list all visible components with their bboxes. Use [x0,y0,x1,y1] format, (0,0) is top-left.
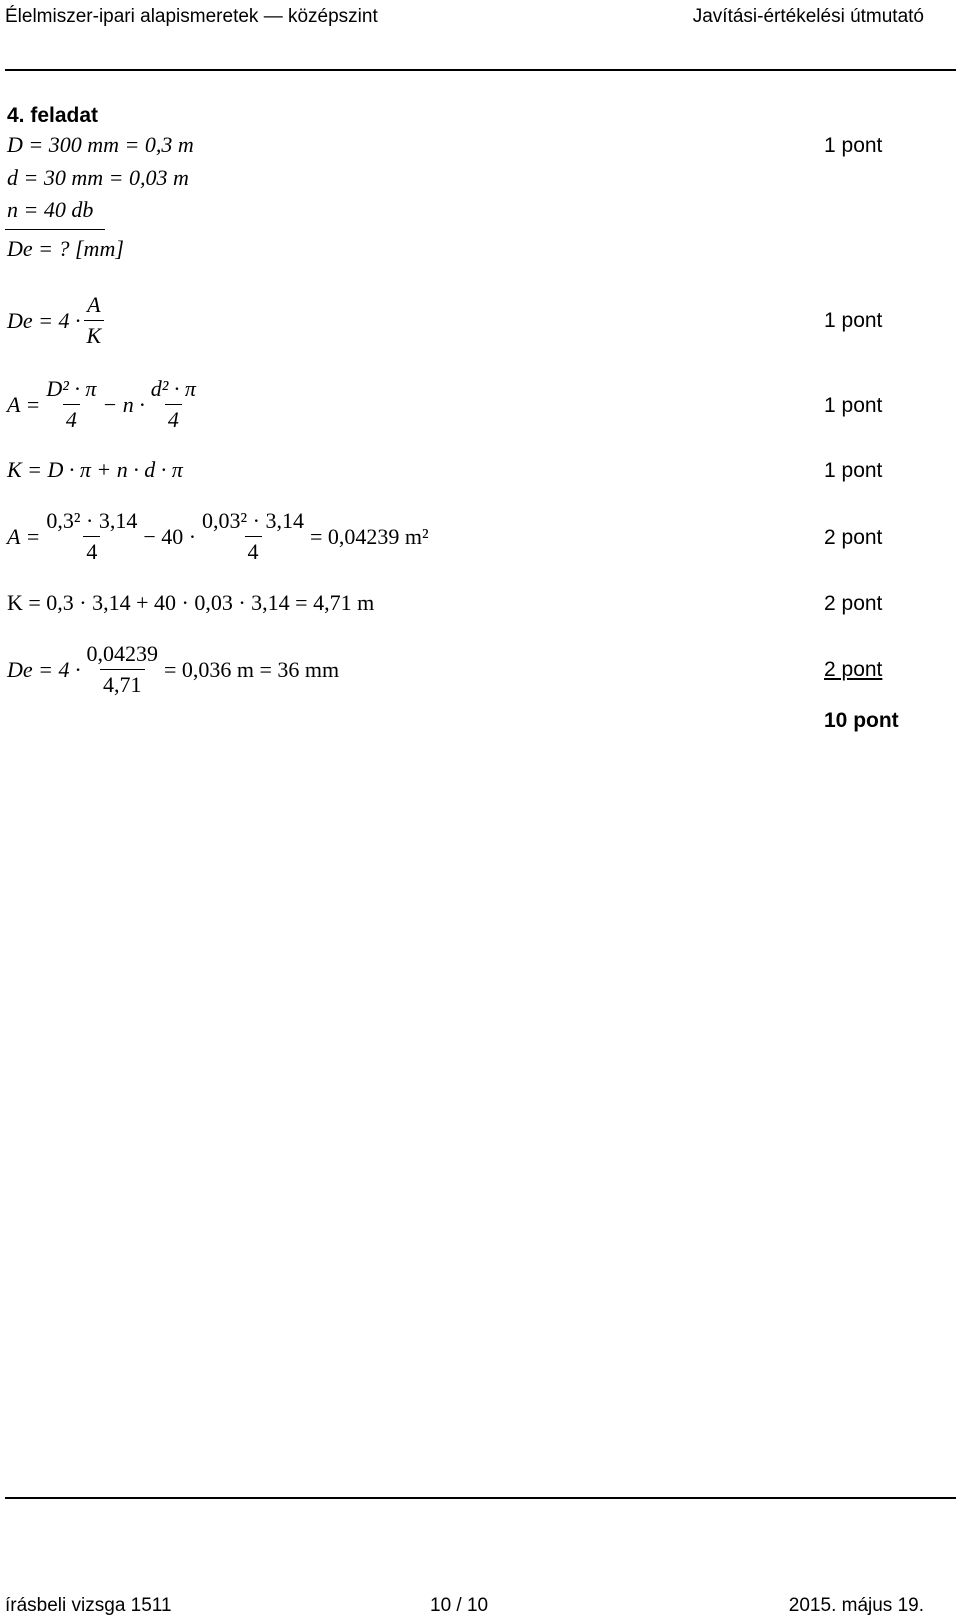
points-formula-K: 1 pont [824,459,883,482]
points-total: 10 pont [824,709,899,732]
calc-A-den2: 4 [245,536,262,565]
given-underline [5,229,105,230]
given-D: D = 300 mm = 0,3 m [7,132,194,157]
calc-K: K = 0,3 · 3,14 + 40 · 0,03 · 3,14 = 4,71 m [7,590,375,615]
formula-A-fraction-2 [148,376,199,433]
points-formula-A: 1 pont [824,394,883,417]
calc-A [7,508,429,565]
formula-A-fraction-1 [43,376,99,433]
given-unknown: De = ? [mm] [7,236,124,261]
formula-A-lhs: A = [7,391,41,417]
formula-A-num2: d² · π [150,376,196,401]
calc-De-fraction [84,641,162,698]
formula-De [7,292,107,349]
calc-A-mid: − 40 · [143,523,197,549]
footer-rule [5,1497,956,1499]
calc-De [7,641,339,698]
formula-A-den2: 4 [165,404,182,433]
calc-De-den: 4,71 [100,669,145,698]
calc-A-den1: 4 [83,536,100,565]
calc-A-num1: 0,3² · 3,14 [46,508,138,533]
points-calc-K: 2 pont [824,592,883,615]
formula-De-lhs: De = 4 · [7,307,81,333]
formula-A-num1: D² · π [46,376,97,401]
header-subtitle: Javítási-értékelési útmutató [692,6,924,27]
footer-date: 2015. május 19. [788,1595,924,1616]
header-rule [5,69,956,71]
calc-De-lhs: De = 4 · [7,656,81,682]
points-calc-De: 2 pont [824,658,883,681]
formula-De-fraction [84,292,105,349]
calc-A-rhs: = 0,04239 m² [309,523,429,549]
calc-De-num: 0,04239 [86,641,158,666]
points-formula-De: 1 pont [824,309,883,332]
points-calc-A: 2 pont [824,526,883,549]
formula-A-den1: 4 [63,404,80,433]
calc-A-fraction-1 [43,508,140,565]
given-n: n = 40 db [7,197,94,222]
footer-page-number: 10 / 10 [430,1595,489,1616]
calc-De-rhs: = 0,036 m = 36 mm [164,656,340,682]
formula-A [7,376,202,433]
formula-De-num: A [87,292,101,317]
formula-A-mid: − n · [102,391,145,417]
calc-A-lhs: A = [7,523,41,549]
header-title: Élelmiszer-ipari alapismeretek — középszint [5,6,378,27]
footer-exam-code: írásbeli vizsga 1511 [5,1595,172,1616]
formula-De-den: K [84,320,105,349]
task-title: 4. feladat [7,104,99,127]
calc-A-num2: 0,03² · 3,14 [202,508,304,533]
formula-K: K = D · π + n · d · π [7,457,183,482]
calc-A-fraction-2 [199,508,307,565]
given-d: d = 30 mm = 0,03 m [7,165,189,190]
points-given: 1 pont [824,134,883,157]
